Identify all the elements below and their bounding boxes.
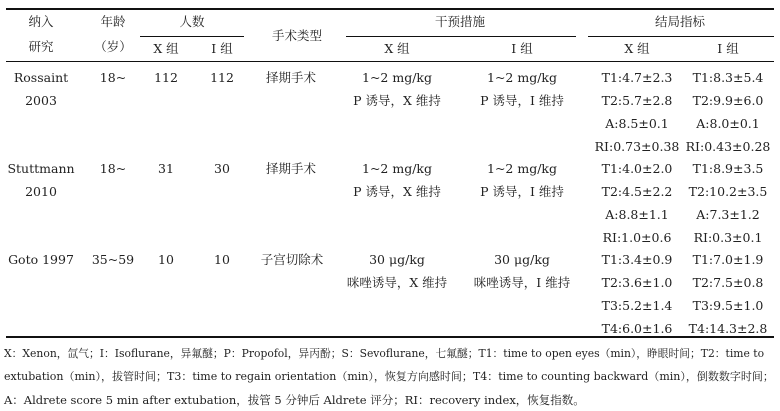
row3-int-x-regimen: 咪唑诱导，X 维持 — [346, 275, 448, 290]
row2-n-x: 31 — [158, 161, 174, 176]
header-n-x: X 组 — [153, 41, 179, 56]
header-outcome: 结局指标 — [654, 14, 706, 29]
header-int-x: X 组 — [384, 41, 410, 56]
row1-age: 18~ — [99, 70, 127, 85]
row2-n-i: 30 — [214, 161, 230, 176]
row1-out-x-3: A:8.5±0.1 — [605, 116, 669, 131]
row2-study-line2: 2010 — [25, 184, 57, 199]
rule-outcome-groups — [588, 36, 774, 37]
header-surgery: 手术类型 — [271, 28, 323, 43]
header-intervention: 干预措施 — [434, 14, 486, 29]
row3-n-x: 10 — [158, 252, 174, 267]
row1-out-i-2: T2:9.9±6.0 — [692, 93, 764, 108]
row1-out-x-4: RI:0.73±0.38 — [594, 139, 680, 154]
row1-out-i-3: A:8.0±0.1 — [696, 116, 760, 131]
row1-n-i: 112 — [210, 70, 234, 85]
row3-out-x-3: T3:5.2±1.4 — [601, 298, 673, 313]
row1-out-x-1: T1:4.7±2.3 — [601, 70, 673, 85]
row1-surgery: 择期手术 — [265, 70, 317, 85]
header-age-line1: 年龄 — [100, 14, 126, 29]
header-rule — [6, 61, 774, 62]
row2-study-line1: Stuttmann — [7, 161, 75, 176]
header-age-line2: （岁） — [94, 39, 132, 54]
row2-int-x-regimen: P 诱导，X 维持 — [353, 184, 441, 199]
top-rule — [6, 8, 774, 10]
row3-out-x-4: T4:6.0±1.6 — [601, 321, 673, 336]
row3-out-i-3: T3:9.5±1.0 — [692, 298, 764, 313]
row1-int-x-regimen: P 诱导，X 维持 — [353, 93, 441, 108]
row1-int-x-dose: 1~2 mg/kg — [362, 70, 432, 85]
row1-int-i-regimen: P 诱导，I 维持 — [480, 93, 564, 108]
row2-out-x-4: RI:1.0±0.6 — [602, 230, 672, 245]
header-n-i: I 组 — [211, 41, 233, 56]
footnote-line2: extubation（min），拔管时间；T3：time to regain orientation（min），恢复方向感时间；T4：time to counting backward（min），倒数数字时间； — [4, 370, 774, 383]
row2-int-x-dose: 1~2 mg/kg — [362, 161, 432, 176]
row3-surgery: 子宫切除术 — [260, 252, 324, 267]
row2-age: 18~ — [99, 161, 127, 176]
row1-out-i-1: T1:8.3±5.4 — [692, 70, 764, 85]
row2-out-x-1: T1:4.0±2.0 — [601, 161, 673, 176]
row2-out-i-4: RI:0.3±0.1 — [693, 230, 763, 245]
header-int-i: I 组 — [511, 41, 533, 56]
row1-study-line1: Rossaint — [13, 70, 69, 85]
row2-out-i-3: A:7.3±1.2 — [696, 207, 760, 222]
row1-out-i-4: RI:0.43±0.28 — [685, 139, 771, 154]
header-n: 人数 — [179, 14, 205, 29]
row3-out-i-2: T2:7.5±0.8 — [692, 275, 764, 290]
row3-age: 35~59 — [91, 252, 135, 267]
row2-out-i-2: T2:10.2±3.5 — [688, 184, 768, 199]
row1-int-i-dose: 1~2 mg/kg — [487, 70, 557, 85]
rule-n-groups — [140, 36, 244, 37]
row2-int-i-dose: 1~2 mg/kg — [487, 161, 557, 176]
row3-out-x-2: T2:3.6±1.0 — [601, 275, 673, 290]
row2-out-x-2: T2:4.5±2.2 — [601, 184, 673, 199]
row3-study: Goto 1997 — [8, 252, 74, 267]
header-study-line2: 研究 — [28, 39, 54, 54]
header-out-i: I 组 — [717, 41, 739, 56]
row3-int-i-dose: 30 μg/kg — [494, 252, 550, 267]
row1-n-x: 112 — [154, 70, 178, 85]
row2-surgery: 择期手术 — [265, 161, 317, 176]
row2-out-x-3: A:8.8±1.1 — [605, 207, 669, 222]
header-out-x: X 组 — [624, 41, 650, 56]
header-study-line1: 纳入 — [28, 14, 54, 29]
footnote-line1: X：Xenon，氙气；I：Isoflurane，异氟醚；P：Propofol，异丙酚；S：Sevoflurane，七氟醚；T1：time to open eyes（min），睁眼时间；T2：time to — [4, 347, 765, 360]
row3-n-i: 10 — [214, 252, 230, 267]
row3-out-i-1: T1:7.0±1.9 — [692, 252, 764, 267]
row2-int-i-regimen: P 诱导，I 维持 — [480, 184, 564, 199]
row3-out-x-1: T1:3.4±0.9 — [601, 252, 673, 267]
row3-int-x-dose: 30 μg/kg — [369, 252, 425, 267]
row3-int-i-regimen: 咪唑诱导，I 维持 — [473, 275, 571, 290]
row2-out-i-1: T1:8.9±3.5 — [692, 161, 764, 176]
footnote-line3: A：Aldrete score 5 min after extubation，拔管 5 分钟后 Aldrete 评分；RI：recovery index，恢复指数。 — [4, 393, 585, 407]
row1-out-x-2: T2:5.7±2.8 — [601, 93, 673, 108]
row1-study-line2: 2003 — [25, 93, 57, 108]
row3-out-i-4: T4:14.3±2.8 — [688, 321, 768, 336]
rule-intervention-groups — [346, 36, 576, 37]
